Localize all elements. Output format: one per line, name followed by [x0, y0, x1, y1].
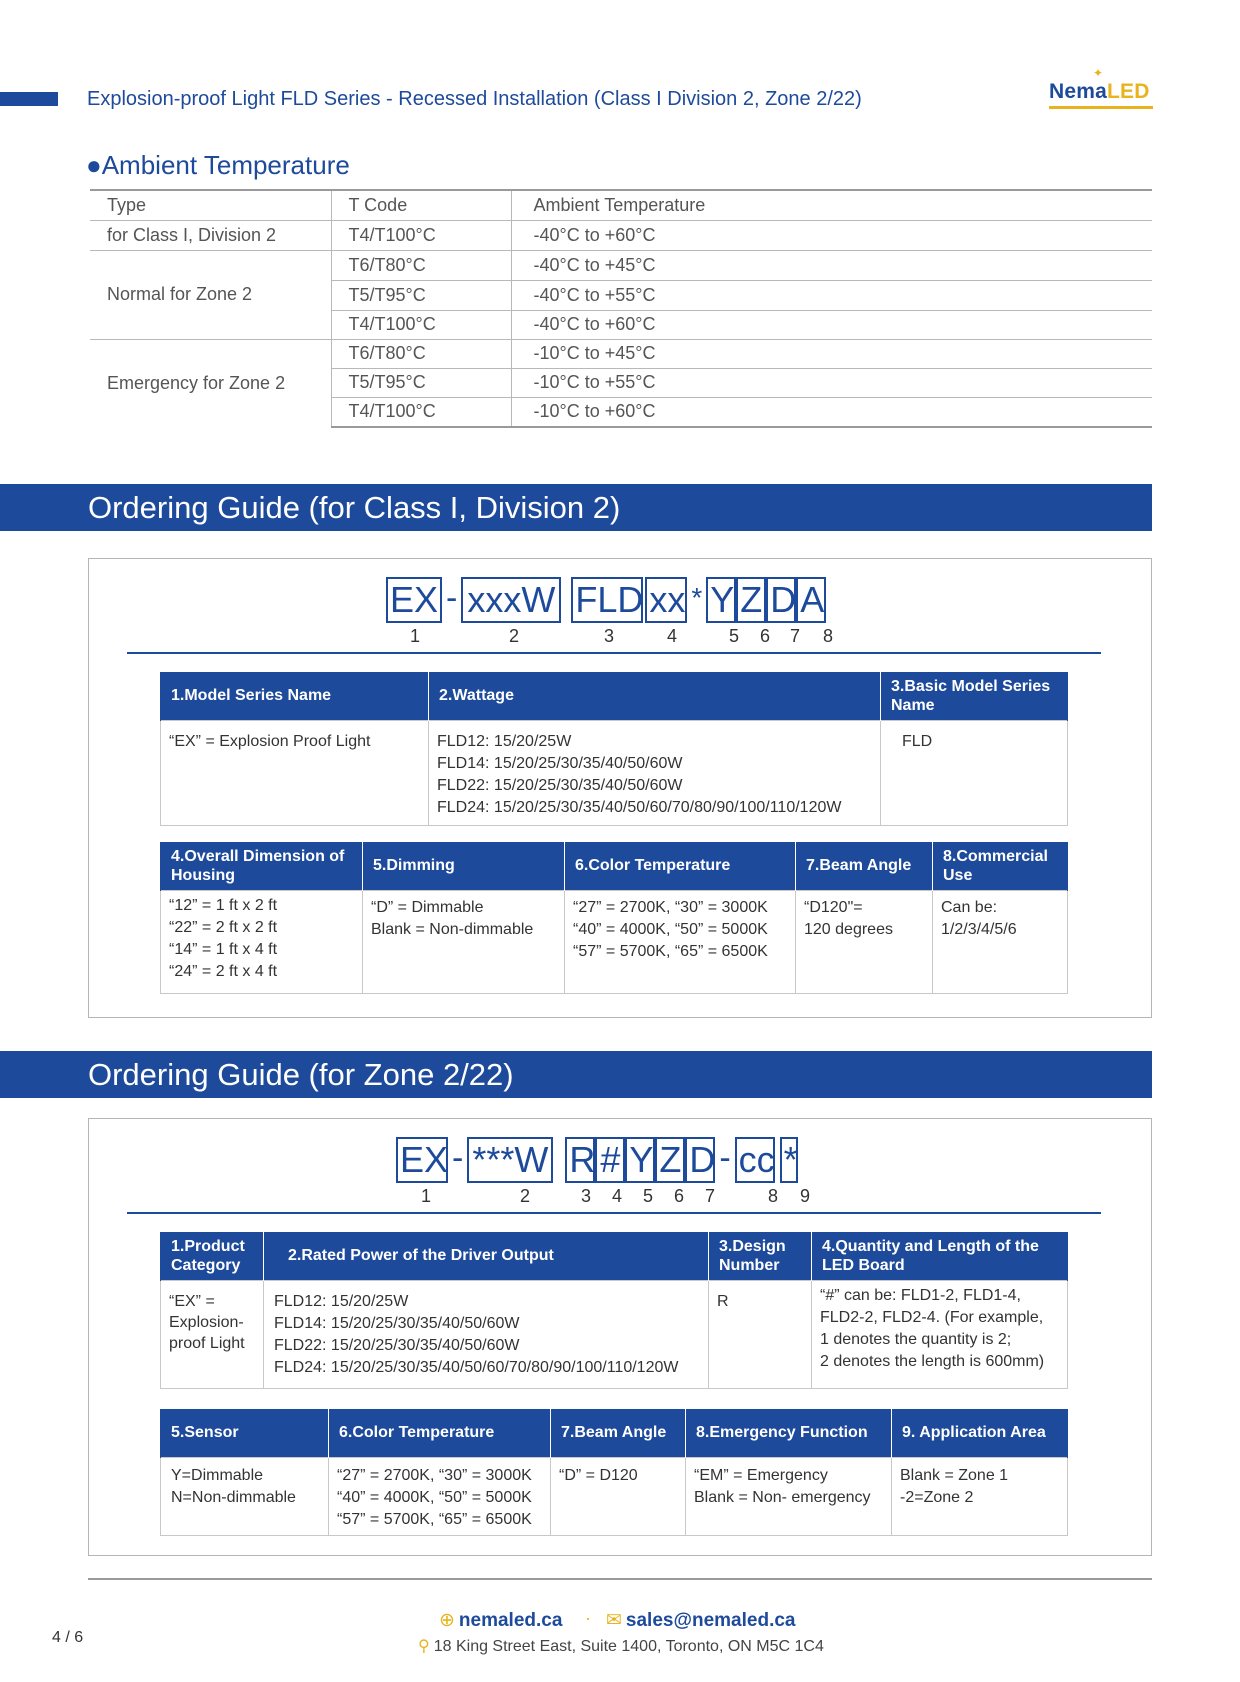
code-part: Y [706, 577, 736, 623]
table-row: Normal for Zone 2 T6/T80°C -40°C to +45°C [90, 250, 1152, 280]
code-rule [127, 1212, 1101, 1214]
order-code [386, 577, 826, 623]
cell-model: “EX” = Explosion Proof Light [161, 720, 429, 825]
header-rated-power: 2.Rated Power of the Driver Output [264, 1232, 709, 1280]
code-number: 8 [767, 1186, 779, 1206]
code-part: R [565, 1137, 595, 1183]
header-application-area: 9. Application Area [892, 1409, 1068, 1457]
code-number: 3 [603, 626, 615, 646]
code-part: xxxW [461, 577, 561, 623]
code-number: 6 [673, 1186, 685, 1206]
location-pin-icon: ⚲ [418, 1638, 430, 1655]
ordering-guide-zone-box [88, 1118, 1152, 1556]
code-part: FLD [571, 577, 643, 623]
website-link[interactable]: ⊕ nemaled.ca [439, 1610, 563, 1631]
code-number: 7 [704, 1186, 716, 1206]
globe-icon: ⊕ [439, 1610, 455, 1631]
footer-separator: · [585, 1608, 591, 1628]
email-link[interactable]: ✉ sales@nemaled.ca [606, 1610, 796, 1631]
table-row: T5/T95°C -40°C to +55°C [90, 280, 1152, 310]
code-part: Z [655, 1137, 685, 1183]
cell-rated-power: FLD12: 15/20/25W FLD14: 15/20/25/30/35/40/50/60W FLD22: 15/20/25/30/35/40/50/60W FLD24: 15/20/25/30/35/40/50/60/70/80/90/100/110/120W [264, 1280, 709, 1388]
code-part: Z [736, 577, 766, 623]
options-table [160, 842, 1068, 994]
code-part: EX [386, 577, 442, 623]
code-number: 1 [420, 1186, 432, 1206]
product-power-table [160, 1232, 1068, 1389]
header-sensor: 5.Sensor [161, 1409, 329, 1457]
code-rule [127, 652, 1101, 654]
header-emergency-function: 8.Emergency Function [686, 1409, 892, 1457]
header-color-temperature: 6.Color Temperature [565, 842, 796, 890]
code-number: 9 [799, 1186, 811, 1206]
header-wattage: 2.Wattage [429, 672, 881, 720]
header-quantity-length: 4.Quantity and Length of the LED Board [812, 1232, 1068, 1280]
code-part: A [796, 577, 826, 623]
code-part: xx [645, 577, 687, 623]
header-design-number: 3.Design Number [709, 1232, 812, 1280]
header-beam-angle: 7.Beam Angle [551, 1409, 686, 1457]
section-title: Ordering Guide (for Zone 2/22) [88, 1057, 514, 1092]
header-accent-bar [0, 92, 58, 106]
cell-color-temperature: “27” = 2700K, “30” = 3000K “40” = 4000K, “50” = 5000K “57” = 5700K, “65” = 6500K [329, 1457, 551, 1535]
model-wattage-table [160, 672, 1068, 826]
table-row: T4/T100°C -40°C to +60°C [90, 310, 1152, 339]
code-number: 2 [508, 626, 520, 646]
cell-wattage: FLD12: 15/20/25W FLD14: 15/20/25/30/35/40/50/60W FLD22: 15/20/25/30/35/40/50/60W FLD24: 15/20/25/30/35/40/50/60/70/80/90/100/110/120W [429, 720, 881, 825]
cell-application-area: Blank = Zone 1 -2=Zone 2 [892, 1457, 1068, 1535]
cell-beam-angle: “D” = D120 [551, 1457, 686, 1535]
nemaled-logo: ✦ NemaLED [1049, 66, 1153, 112]
table-row: T4/T100°C -10°C to +60°C [90, 397, 1152, 427]
ordering-guide-division2-box [88, 558, 1152, 1018]
code-part: D [685, 1137, 715, 1183]
footer-rule [88, 1578, 1152, 1580]
ambient-temperature-table [90, 189, 1152, 428]
code-number: 4 [666, 626, 678, 646]
cell-color-temperature: “27” = 2700K, “30” = 3000K “40” = 4000K, “50” = 5000K “57” = 5700K, “65” = 6500K [565, 890, 796, 993]
header-product-category: 1.Product Category [161, 1232, 264, 1280]
code-number: 3 [580, 1186, 592, 1206]
code-part: # [595, 1137, 625, 1183]
code-number: 2 [519, 1186, 531, 1206]
cell-product-category: “EX” = Explosion- proof Light [161, 1280, 264, 1388]
cell-design-number: R [709, 1280, 812, 1388]
page-number: 4 / 6 [52, 1629, 84, 1646]
cell-quantity-length: “#” can be: FLD1-2, FLD1-4, FLD2-2, FLD2-4. (For example, 1 denotes the quantity is 2; 2 denotes the length is 600mm) [812, 1280, 1068, 1388]
order-code [396, 1137, 798, 1183]
section-title: Ordering Guide (for Class I, Division 2) [88, 490, 621, 525]
cell-commercial-use: Can be: 1/2/3/4/5/6 [933, 890, 1068, 993]
code-separator: * [691, 582, 703, 613]
code-number: 5 [728, 626, 740, 646]
code-separator: - [719, 1139, 731, 1177]
code-part: EX [396, 1137, 448, 1183]
header-model: 1.Model Series Name [161, 672, 429, 720]
ordering-guide-zone-bar [0, 1051, 1152, 1098]
table-row: Emergency for Zone 2 T6/T80°C -10°C to +45°C [90, 339, 1152, 368]
code-number: 1 [409, 626, 421, 646]
cell-emergency-function: “EM” = Emergency Blank = Non- emergency [686, 1457, 892, 1535]
header-dimming: 5.Dimming [363, 842, 565, 890]
ordering-guide-division2-bar [0, 484, 1152, 531]
cell-dimming: “D” = Dimmable Blank = Non-dimmable [363, 890, 565, 993]
logo-spark-icon: ✦ [1093, 66, 1104, 80]
code-number: 6 [759, 626, 771, 646]
code-part: ***W [467, 1137, 553, 1183]
code-separator: - [446, 579, 458, 617]
code-number: 4 [611, 1186, 623, 1206]
code-part: Y [625, 1137, 655, 1183]
cell-beam-angle: “D120"= 120 degrees [796, 890, 933, 993]
header-basic-model: 3.Basic Model Series Name [881, 672, 1068, 720]
header-beam-angle: 7.Beam Angle [796, 842, 933, 890]
code-part: cc [735, 1137, 775, 1183]
code-number: 5 [642, 1186, 654, 1206]
header-color-temperature: 6.Color Temperature [329, 1409, 551, 1457]
header-commercial-use: 8.Commercial Use [933, 842, 1068, 890]
table-row: for Class I, Division 2 T4/T100°C -40°C to +60°C [90, 220, 1152, 250]
features-table [160, 1409, 1068, 1536]
cell-basic-model: FLD [881, 720, 1068, 825]
ambient-temperature-heading: ●Ambient Temperature [86, 150, 350, 180]
cell-dimension: “12” = 1 ft x 2 ft “22” = 2 ft x 2 ft “14” = 1 ft x 4 ft “24” = 2 ft x 4 ft [161, 890, 363, 993]
table-row: T5/T95°C -10°C to +55°C [90, 368, 1152, 397]
address: ⚲ 18 King Street East, Suite 1400, Toronto, ON M5C 1C4 [418, 1638, 824, 1655]
code-number: 8 [822, 626, 834, 646]
cell-sensor: Y=Dimmable N=Non-dimmable [161, 1457, 329, 1535]
table-header-row: Type T Code Ambient Temperature [90, 190, 1152, 220]
code-part: * [780, 1137, 798, 1183]
code-separator: - [452, 1139, 464, 1177]
envelope-icon: ✉ [606, 1610, 622, 1631]
code-number: 7 [789, 626, 801, 646]
document-title: Explosion-proof Light FLD Series - Recessed Installation (Class I Division 2, Zone 2/22) [87, 88, 862, 110]
header-dimension: 4.Overall Dimension of Housing [161, 842, 363, 890]
code-part: D [766, 577, 796, 623]
